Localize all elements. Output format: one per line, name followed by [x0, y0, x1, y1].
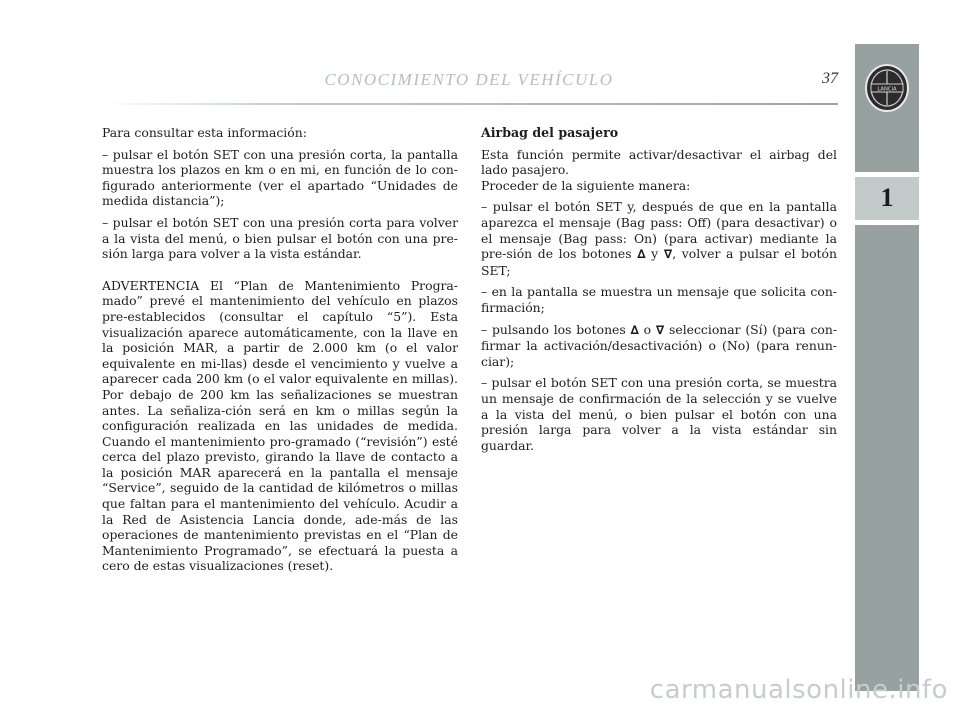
step-return-menu: – pulsar el botón SET con una presión corta para volver a la vista del menú, o bien pulsar el botón con una pre-sión larga para volver a la vista estándar. [102, 214, 458, 262]
header-title: CONOCIMIENTO DEL VEHÍCULO [324, 70, 614, 89]
section-tab[interactable] [855, 177, 919, 220]
airbag-step-4: – pulsar el botón SET con una presión corta, se muestra un mensaje de confirmación de la selección y se vuelve a la vista del menú, o bien pulsar el botón con una presión larga para volver a la vista estándar sin guardar. [481, 375, 837, 453]
watermark: carmanualsonline.info [649, 675, 948, 705]
up-arrow-icon: ∆ [637, 247, 646, 262]
section-sidebar [855, 44, 919, 691]
airbag-description: Esta función permite activar/desactivar el airbag del lado pasajero. [481, 146, 837, 178]
page-header [100, 70, 838, 92]
step-show-intervals: – pulsar el botón SET con una presión corta, la pantalla muestra los plazos en km o en mi, en función de lo con-figurado anteriormente (ver el apartado “Unidades de medida distancia”); [102, 146, 458, 209]
right-column [481, 125, 837, 459]
airbag-step-3: – pulsando los botones ∆ o ∇ seleccionar (Sí) (para con-firmar la activación/desactivación) o (No) (para renun-ciar); [481, 321, 838, 369]
airbag-procedure-intro: Proceder de la siguiente manera: [481, 177, 691, 193]
airbag-step-2: – en la pantalla se muestra un mensaje que solicita con-firmación; [481, 284, 837, 315]
intro-paragraph: Para consultar esta información: [102, 125, 307, 140]
sidebar-separator-bottom [855, 220, 919, 225]
airbag-step-1: – pulsar el botón SET y, después de que en la pantalla aparezca el mensaje (Bag pass: Off) (para desactivar) o el mensaje (Bag pass: On) (para activar) mediante la pre-sión de los botones ∆ y ∇, volver a pulsar el botón SET; [481, 199, 837, 278]
down-arrow-icon: ∇ [655, 322, 665, 337]
section-heading-airbag: Airbag del pasajero [481, 125, 619, 140]
section-number: 1 [880, 183, 894, 212]
up-arrow-icon: ∆ [630, 322, 639, 337]
left-column [102, 125, 458, 580]
page-number: 37 [822, 70, 838, 87]
warning-paragraph: ADVERTENCIA El “Plan de Mantenimiento Progra-mado” prevé el mantenimiento del vehículo en plazos pre-establecidos (consultar el capítulo “5”). Esta visualización aparece automáticamente, con la llave en la posición MAR, a partir de 2.000 km (o el valor equivalente en mi-llas) desde el vencimiento y vuelve a aparecer cada 200 km (o el valor equivalente en millas). Por debajo de 200 km las señalizaciones se muestran antes. La señaliza-ción será en km o millas según la configuración realizada en las unidades de medida. Cuando el mantenimiento pro-gramado (“revisión”) esté cerca del plazo previsto, girando la llave de contacto a la posición MAR aparecerá en la pantalla el mensaje “Service”, seguido de la cantidad de kilómetros o millas que faltan para el mantenimiento del vehículo. Acudir a la Red de Asistencia Lancia donde, ade-más de las operaciones de mantenimiento previstas en el “Plan de Mantenimiento Programado”, se efectuará la puesta a cero de estas visualizaciones (reset). [102, 277, 458, 574]
down-arrow-icon: ∇ [663, 247, 673, 262]
lancia-logo-icon [863, 62, 911, 114]
header-rule [100, 103, 838, 105]
svg-text:LANCIA: LANCIA [877, 86, 897, 93]
